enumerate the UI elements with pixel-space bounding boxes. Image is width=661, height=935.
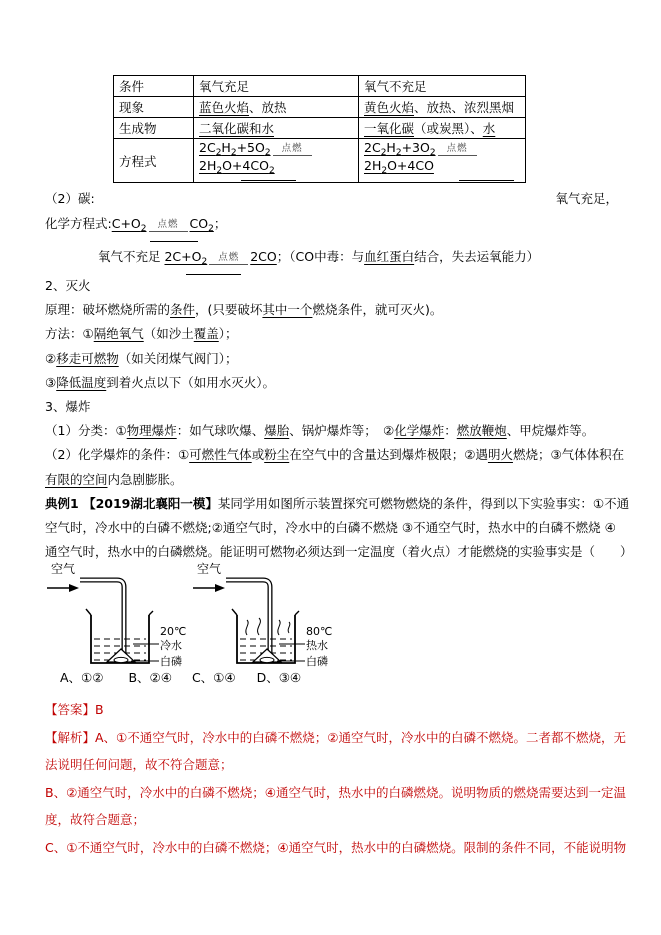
table-row: [114, 97, 526, 118]
text-line: 方法：①隔绝氧气（如沙土覆盖）；: [45, 326, 238, 342]
answer-blank-line: [186, 274, 241, 275]
gas-tube: [80, 580, 124, 655]
cold-water-apparatus: [47, 561, 186, 668]
option-c: C、①④: [191, 670, 236, 685]
analysis-line: 法说明任何问题，故不符合题意；: [45, 757, 233, 772]
example-question-line: 空气时，冷水中的白磷不燃烧;②通空气时，冷水中的白磷不燃烧 ③不通空气时，热水中的白磷不燃烧 ④: [45, 519, 616, 535]
text-line: ③降低温度到着火点以下（如用水灭火）。: [45, 374, 275, 390]
gas-tube-bore: [80, 580, 124, 655]
carbon-complete-equation: 化学方程式$:C+O_2$ 点燃 $CO_2$；: [45, 216, 227, 234]
table-row-label: 现象: [114, 97, 194, 118]
option-b: B、②④: [128, 670, 172, 685]
table-row-label: 条件: [114, 76, 194, 97]
text-line: （2）化学爆炸的条件：①可燃性气体或粉尘在空气中的含量达到爆炸极限；②遇明火燃烧；③气体体积在: [45, 447, 625, 463]
example-question-line: 典例1 【2019湖北襄阳一模】某同学用如图所示装置探究可燃物燃烧的条件，得到以下实验事实：①不通: [45, 495, 630, 511]
text-line: 原理：破坏燃烧所需的条件，(只要破坏其中一个燃烧条件，就可灭火)。: [45, 302, 443, 318]
air-label: 空气: [51, 562, 76, 576]
text-line: （1）分类：①物理爆炸：如气球吹爆、爆胎、锅炉爆炸等； ②化学爆炸：燃放鞭炮、甲烷爆炸等。: [45, 423, 595, 439]
table-cell: 黄色火焰、放热、浓烈黑烟: [359, 97, 526, 118]
analysis-line: B、②通空气时，冷水中的白磷不燃烧；④通空气时，热水中的白磷燃烧。说明物质的燃烧需要达到一定温: [45, 784, 626, 800]
option-a: A、①②: [60, 670, 104, 685]
air-label: 空气: [197, 562, 222, 576]
table-cell: 二氧化碳和水: [194, 118, 359, 139]
carbon-label: （2）碳:: [45, 191, 95, 206]
gas-tube: [226, 580, 270, 655]
carbon-incomplete-equation: 氧气不充足 $2C+O_2$ 点燃 2CO；（CO中毒：与血红蛋白结合，失去运氧能力）: [98, 249, 540, 267]
text-line: ②移走可燃物（如关闭煤气阀门）；: [45, 350, 238, 366]
answer-blank-line: [241, 180, 296, 181]
table-cell: 蓝色火焰、放热: [194, 97, 359, 118]
table-row: [114, 76, 526, 97]
analysis-line: 【解析】A、①不通空气时，冷水中的白磷不燃烧；②通空气时，冷水中的白磷不燃烧。二者都不燃烧，无: [45, 729, 626, 745]
option-d: D、③④: [256, 670, 302, 685]
body-text: [45, 276, 633, 566]
water-label: 冷水: [160, 639, 182, 652]
table-row-label: 生成物: [114, 118, 194, 139]
phosphorus-label: 白磷: [160, 655, 182, 668]
white-phosphorus-lump: [260, 657, 274, 662]
air-arrowhead: [69, 584, 79, 592]
example-question-line: 通空气时，热水中的白磷燃烧。能证明可燃物必须达到一定温度（着火点）才能燃烧的实验事实是（ ）: [45, 544, 633, 560]
combustion-comparison-table: [113, 75, 526, 183]
oxygen-sufficient-label: 氧气充足，: [555, 191, 618, 206]
water-label: 热水: [306, 639, 328, 652]
analysis-line: 度，故符合题意；: [45, 812, 146, 827]
table-row: [114, 118, 526, 139]
text-line: 有限的空间内急剧膨胀。: [45, 471, 183, 487]
answer-line: 【答案】B: [45, 702, 104, 717]
section-heading: 3、爆炸: [45, 398, 91, 414]
equation-cell: [359, 139, 526, 183]
analysis-line: C、①不通空气时，冷水中的白磷不燃烧；④通空气时，热水中的白磷燃烧。限制的条件不同，不能说明物: [45, 839, 627, 855]
chemical-equation: $2C_2H_2+5O_2$ 点燃$2H_2O+4CO_2$: [199, 140, 353, 176]
answer-analysis-block: [45, 700, 626, 865]
air-arrowhead: [215, 584, 225, 592]
equation-cell: [194, 139, 359, 183]
options-row: [60, 668, 301, 686]
hot-water-apparatus: [193, 561, 332, 668]
answer-blank-line: [150, 241, 198, 242]
carbon-section-heading: [45, 189, 618, 207]
temperature-label: 80℃: [306, 625, 333, 638]
table-cell: 一氧化碳（或炭黑）、水: [359, 118, 526, 139]
table-row-label: 方程式: [114, 139, 194, 183]
temperature-label: 20℃: [160, 625, 187, 638]
table-row: [114, 139, 526, 183]
experiment-apparatus-diagram: [47, 560, 339, 670]
table-cell: 氧气充足: [194, 76, 359, 97]
answer-blank-line: [459, 180, 514, 181]
white-phosphorus-lump: [114, 657, 128, 662]
table-cell: 氧气不充足: [359, 76, 526, 97]
phosphorus-label: 白磷: [306, 655, 328, 668]
beaker-rim: [86, 609, 153, 615]
chemical-equation: $2C_2H_2+3O_2$ 点燃$2H_2O+4CO$: [364, 140, 520, 176]
section-heading: 2、灭火: [45, 278, 91, 293]
gas-tube-bore: [226, 580, 270, 655]
beaker-rim: [232, 609, 299, 615]
